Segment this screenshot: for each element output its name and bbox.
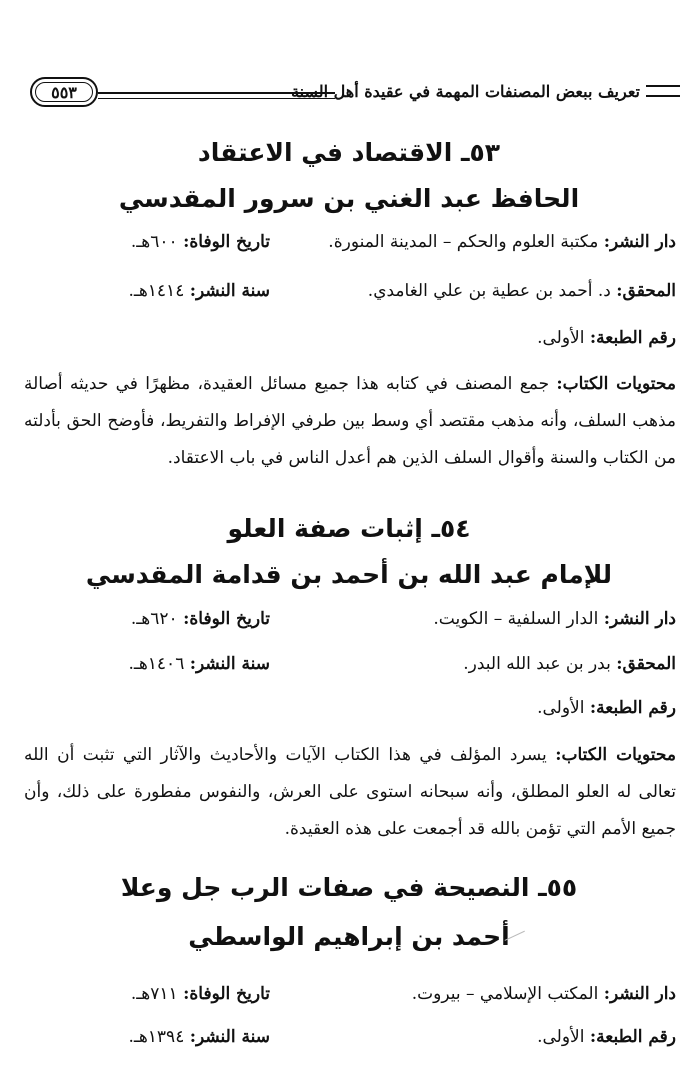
publication-year-label: سنة النشر: — [189, 1027, 270, 1047]
edition-label: رقم الطبعة: — [589, 698, 676, 718]
entry-author: للإمام عبد الله بن أحمد بن قدامة المقدسي — [85, 560, 613, 589]
contents-paragraph — [24, 366, 676, 477]
publication-year-label: سنة النشر: — [189, 654, 270, 674]
publisher-label: دار النشر: — [603, 232, 676, 252]
publisher-value: مكتبة العلوم والحكم – المدينة المنورة. — [328, 232, 599, 252]
contents-label: محتويات الكتاب: — [555, 745, 676, 765]
editor-value: بدر بن عبد الله البدر. — [463, 654, 611, 674]
death-date-field — [131, 609, 270, 629]
publication-year-value: ١٣٩٤هـ. — [128, 1027, 185, 1047]
entry-author: أحمد بن إبراهيم الواسطي — [188, 922, 510, 951]
editor-value: د. أحمد بن عطية بن علي الغامدي. — [367, 281, 611, 301]
editor-label: المحقق: — [616, 281, 676, 301]
publisher-value: المكتب الإسلامي – بيروت. — [411, 984, 599, 1004]
header-rule — [98, 92, 335, 99]
edition-value: الأولى. — [537, 698, 585, 718]
death-date-value: ٦٠٠هـ. — [130, 232, 178, 252]
edition-label: رقم الطبعة: — [589, 1027, 676, 1047]
editor-label: المحقق: — [616, 654, 676, 674]
entry-author: الحافظ عبد الغني بن سرور المقدسي — [118, 184, 580, 213]
edition-label: رقم الطبعة: — [589, 328, 676, 348]
entry-title: ٥٤ـ إثبات صفة العلو — [227, 514, 471, 543]
publisher-field — [433, 609, 676, 629]
edition-value: الأولى. — [537, 1027, 585, 1047]
publisher-label: دار النشر: — [603, 984, 676, 1004]
publication-year-value: ١٤٠٦هـ. — [128, 654, 185, 674]
entry-title: ٥٥ـ النصيحة في صفات الرب جل وعلا — [120, 873, 578, 902]
page-number-badge-inner — [35, 82, 93, 102]
edition-field — [537, 328, 676, 348]
header-ornament-right — [646, 85, 680, 97]
publication-year-label: سنة النشر: — [189, 281, 270, 301]
page-number-badge — [30, 77, 98, 107]
publisher-value: الدار السلفية – الكويت. — [433, 609, 599, 629]
page-number: ٥٥٣ — [51, 82, 77, 102]
page-header — [30, 76, 680, 112]
publication-year-field — [128, 281, 270, 301]
edition-value: الأولى. — [537, 328, 585, 348]
publication-year-value: ١٤١٤هـ. — [128, 281, 185, 301]
publisher-label: دار النشر: — [603, 609, 676, 629]
entry-title: ٥٣ـ الاقتصاد في الاعتقاد — [197, 138, 501, 167]
contents-text: يسرد المؤلف في هذا الكتاب الآيات والأحاديث والآثار التي تثبت أن الله تعالى له العلو المطلق، وأنه سبحانه استوى على العرش، والنفوس مفطورة على ذلك، وأن جميع الأمم التي تؤمن بالله قد أجمعت على هذه العقيدة. — [24, 745, 676, 839]
death-date-field — [131, 232, 270, 252]
publication-year-field — [128, 654, 270, 674]
death-date-field — [131, 984, 270, 1004]
death-date-label: تاريخ الوفاة: — [183, 232, 270, 252]
contents-label: محتويات الكتاب: — [556, 374, 677, 394]
editor-field — [368, 281, 676, 301]
contents-paragraph — [24, 737, 676, 848]
edition-field — [537, 698, 676, 718]
death-date-value: ٦٢٠هـ. — [130, 609, 178, 629]
contents-text: جمع المصنف في كتابه هذا جميع مسائل العقيدة، مظهرًا في حديثه أصالة مذهب السلف، وأنه مذهب مقتصد أي وسط بين طرفي الإفراط والتفريط، فأوضح الحق بأدلته من الكتاب والسنة وأقوال السلف الذين هم أعدل الناس في باب الاعتقاد. — [24, 374, 676, 468]
publication-year-field — [128, 1027, 270, 1047]
publisher-field — [328, 232, 676, 252]
running-title: تعريف ببعض المصنفات المهمة في عقيدة أهل السنة — [291, 82, 640, 101]
death-date-label: تاريخ الوفاة: — [183, 609, 270, 629]
publisher-field — [412, 984, 676, 1004]
edition-field — [537, 1027, 676, 1047]
death-date-value: ٧١١هـ. — [130, 984, 178, 1004]
death-date-label: تاريخ الوفاة: — [183, 984, 270, 1004]
editor-field — [463, 654, 676, 674]
